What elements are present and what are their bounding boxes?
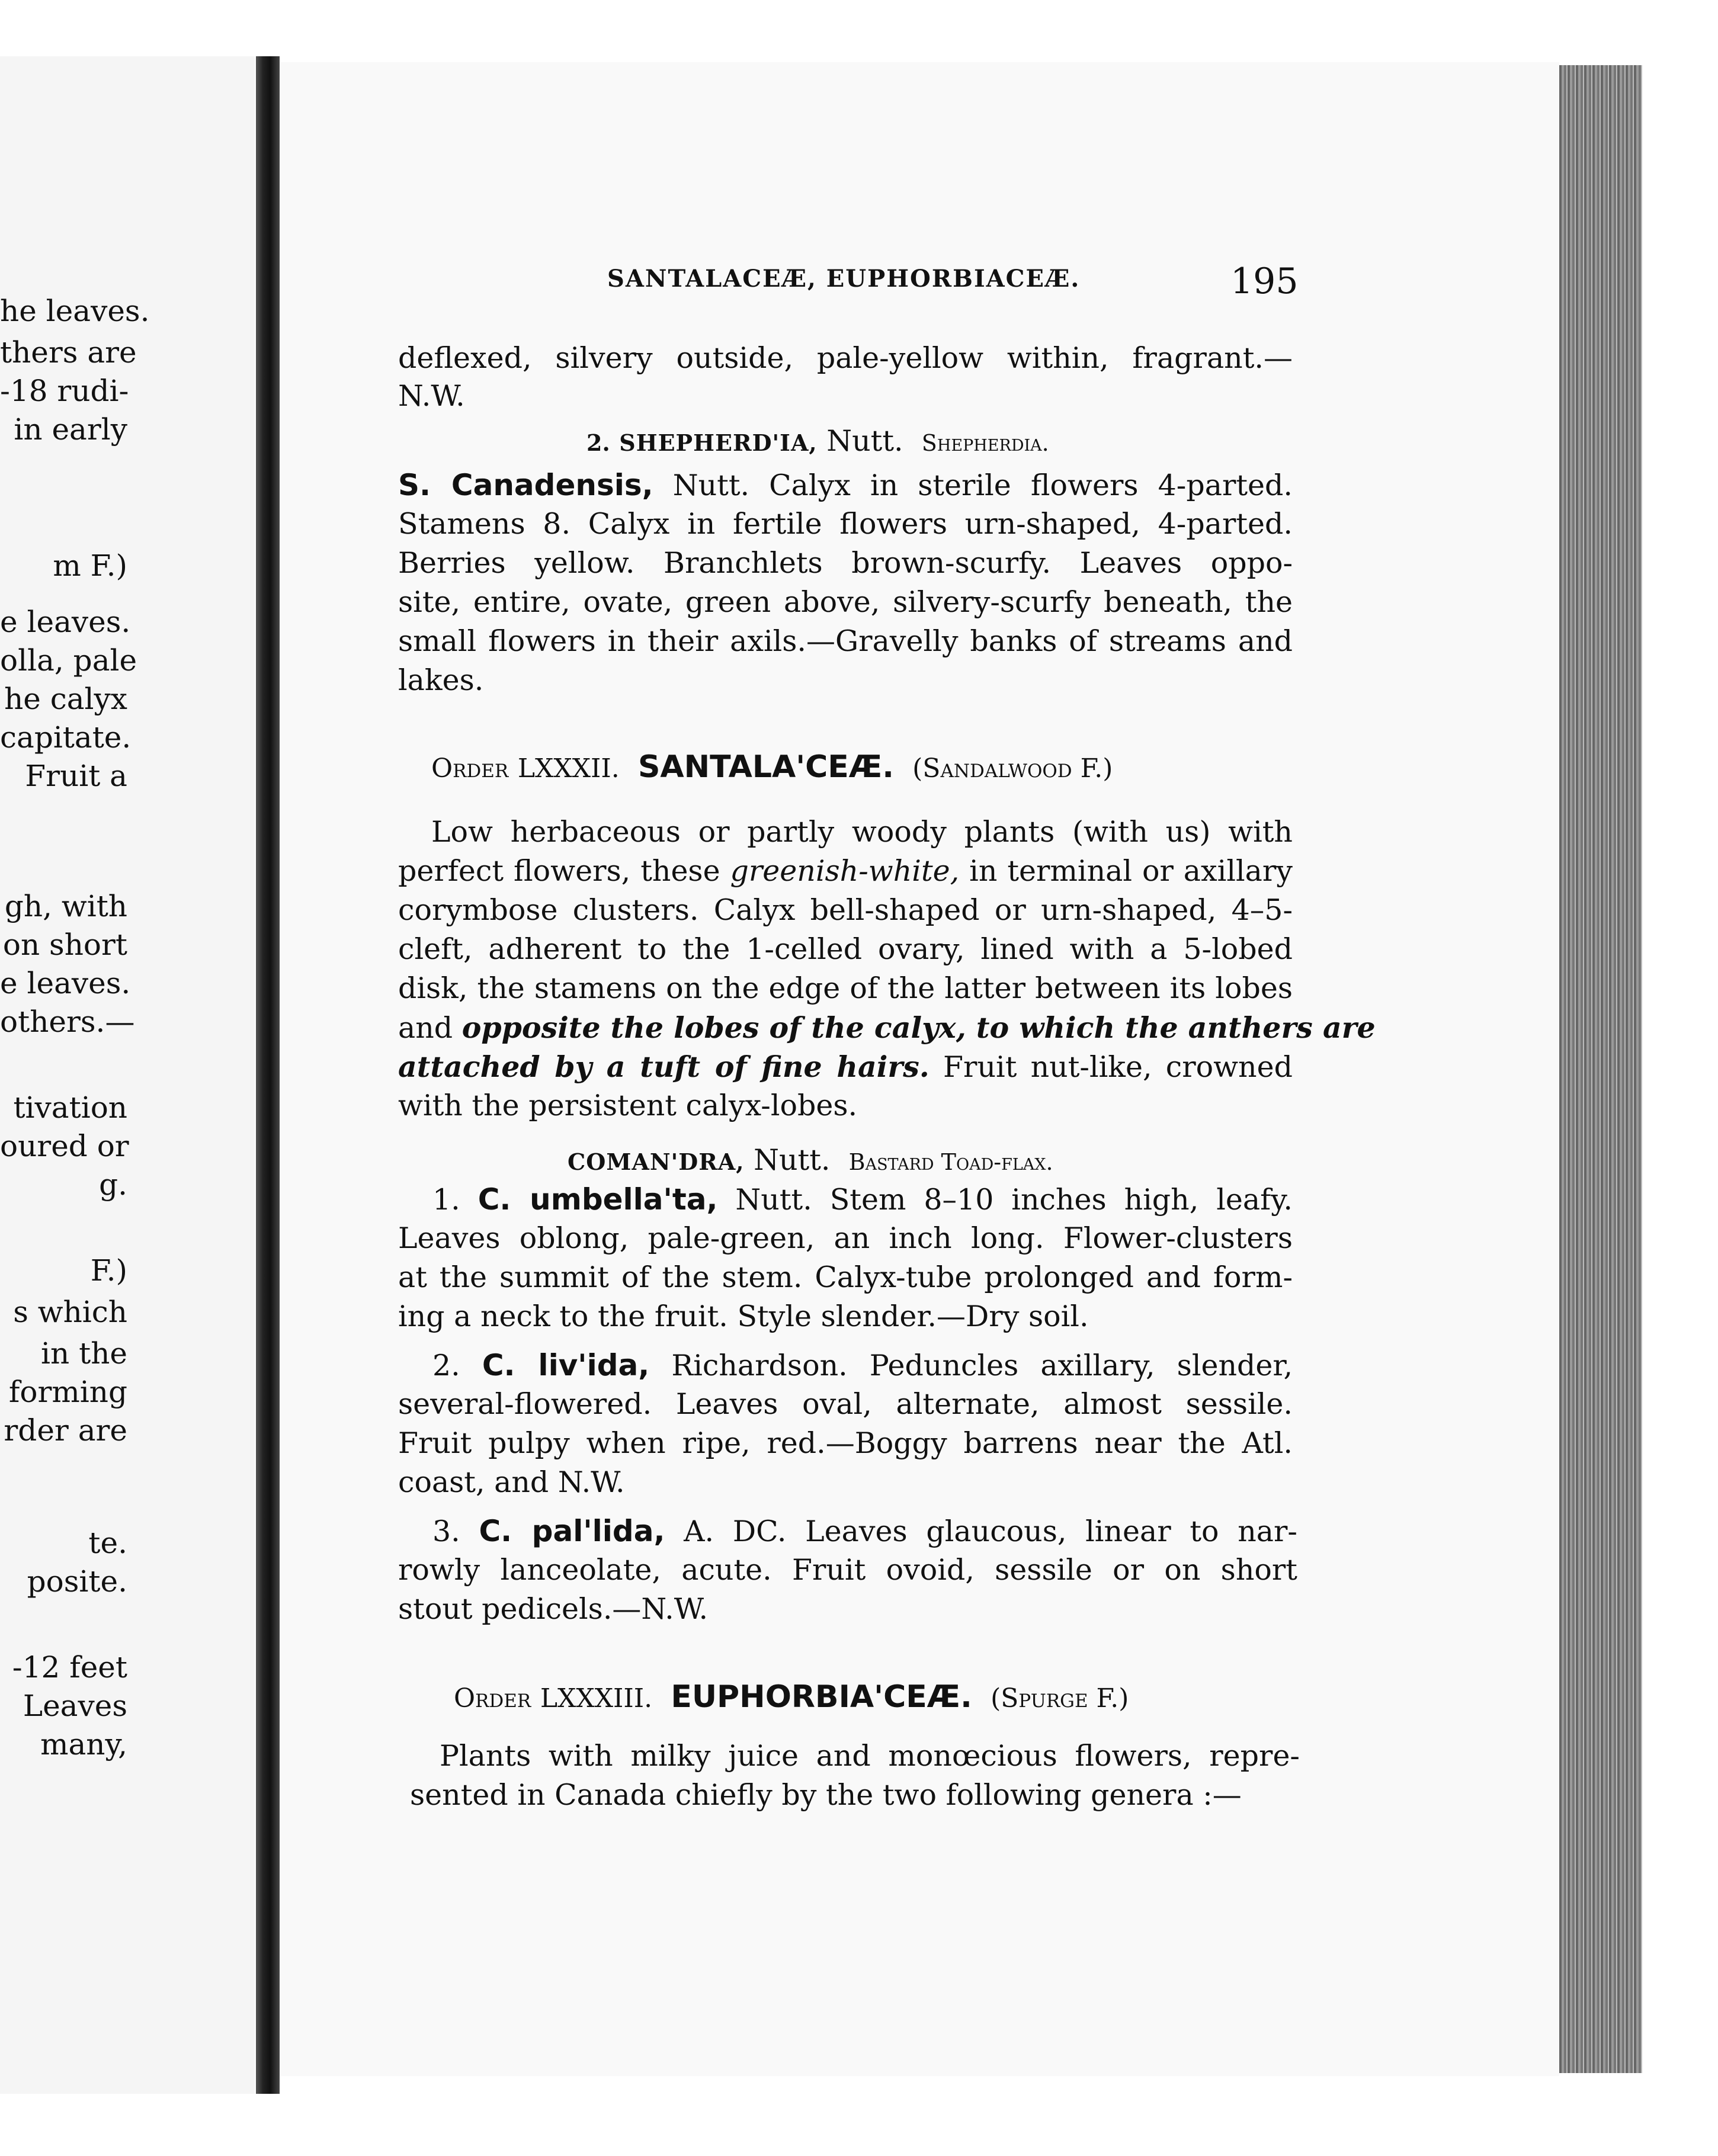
facing-page-line: te. bbox=[88, 1526, 127, 1560]
facing-page-line: F.) bbox=[90, 1253, 127, 1288]
genus-name: COMAN'DRA, bbox=[568, 1148, 745, 1175]
species-number: 1. bbox=[432, 1183, 460, 1217]
facing-page-line: thers are bbox=[0, 335, 137, 370]
genus-heading-comandra bbox=[568, 1141, 1053, 1182]
facing-page-line: s which bbox=[13, 1295, 127, 1329]
facing-page-line: oured or bbox=[0, 1129, 129, 1163]
body-line: site, entire, ovate, green above, silvery-scurfy beneath, the bbox=[398, 585, 1293, 619]
body-line: cleft, adherent to the 1-celled ovary, lined with a 5-lobed bbox=[398, 932, 1293, 966]
book-gutter bbox=[256, 56, 280, 2094]
body-line: N.W. bbox=[398, 379, 465, 413]
facing-page-line: gh, with bbox=[4, 889, 127, 923]
body-line: Low herbaceous or partly woody plants (with us) with bbox=[431, 815, 1293, 849]
facing-page-line: rder are bbox=[4, 1413, 127, 1448]
facing-page-line: he leaves. bbox=[0, 294, 150, 328]
facing-page-line: many, bbox=[40, 1727, 127, 1762]
facing-page bbox=[0, 56, 255, 2094]
body-line: lakes. bbox=[398, 663, 484, 697]
facing-page-line: m F.) bbox=[53, 548, 127, 583]
facing-page-line: g. bbox=[99, 1167, 127, 1202]
species-text: A. DC. Leaves glaucous, linear to nar- bbox=[684, 1515, 1297, 1548]
order-number: LXXXIII. bbox=[540, 1683, 653, 1714]
body-line: ing a neck to the fruit. Style slender.—Dry soil. bbox=[398, 1300, 1089, 1333]
facing-page-line: posite. bbox=[27, 1564, 127, 1599]
order-heading-euphorbiaceae bbox=[454, 1677, 1129, 1718]
facing-page-line: capitate. bbox=[0, 720, 132, 755]
facing-page-line: in the bbox=[41, 1336, 127, 1371]
species-number: 2. bbox=[432, 1349, 460, 1382]
body-line: at the summit of the stem. Calyx-tube prolonged and form- bbox=[398, 1260, 1293, 1294]
page-number: 195 bbox=[1230, 261, 1299, 302]
italic-text: opposite the lobes of the calyx, to which the anthers are bbox=[461, 1010, 1376, 1045]
genus-authority: Nutt. bbox=[826, 424, 903, 458]
species-name: C. umbella'ta, bbox=[477, 1182, 718, 1217]
body-line: with the persistent calyx-lobes. bbox=[398, 1089, 858, 1122]
body-line: Plants with milky juice and monœcious flowers, repre- bbox=[440, 1739, 1300, 1773]
species-name: C. pal'lida, bbox=[479, 1514, 665, 1548]
genus-common-name: Shepherdia. bbox=[921, 430, 1049, 456]
order-label: Order bbox=[431, 753, 509, 784]
facing-page-line: others.— bbox=[0, 1005, 135, 1039]
facing-page-line: on short bbox=[2, 928, 127, 962]
genus-number: 2. bbox=[586, 429, 610, 456]
body-line: deflexed, silvery outside, pale-yellow within, fragrant.— bbox=[398, 341, 1293, 375]
order-name: SANTALA'CEÆ. bbox=[637, 749, 894, 785]
page-edges bbox=[1559, 65, 1642, 2073]
species-text: Richardson. Peduncles axillary, slender, bbox=[671, 1349, 1293, 1382]
italic-text: attached by a tuft of fine hairs. bbox=[398, 1050, 929, 1084]
facing-page-line: forming bbox=[8, 1375, 127, 1409]
genus-common-name: Bastard Toad-flax. bbox=[848, 1149, 1053, 1175]
facing-page-line: he calyx bbox=[4, 682, 127, 716]
body-line: perfect flowers, these greenish-white, in terminal or axillary bbox=[398, 854, 1293, 888]
body-line: rowly lanceolate, acute. Fruit ovoid, sessile or on short bbox=[398, 1553, 1297, 1587]
body-line: attached by a tuft of fine hairs. Fruit nut-like, crowned bbox=[398, 1050, 1293, 1084]
order-common-name: (Sandalwood F.) bbox=[912, 753, 1113, 784]
order-common-name: (Spurge F.) bbox=[991, 1683, 1129, 1714]
italic-text: greenish-white, bbox=[730, 854, 960, 888]
facing-page-line: olla, pale bbox=[0, 643, 137, 678]
facing-page-line: tivation bbox=[13, 1090, 127, 1125]
body-line: small flowers in their axils.—Gravelly banks of streams and bbox=[398, 624, 1293, 658]
body-line: Fruit pulpy when ripe, red.—Boggy barrens near the Atl. bbox=[398, 1426, 1293, 1460]
facing-page-line: Fruit a bbox=[25, 759, 127, 793]
facing-page-line: -12 feet bbox=[12, 1650, 127, 1685]
species-umbellata bbox=[432, 1180, 1293, 1220]
facing-page-line: in early bbox=[14, 412, 127, 447]
body-line: several-flowered. Leaves oval, alternate, almost sessile. bbox=[398, 1387, 1293, 1421]
genus-heading-shepherdia bbox=[586, 422, 1049, 463]
species-text: Nutt. Stem 8–10 inches high, leafy. bbox=[735, 1183, 1293, 1217]
order-number: LXXXII. bbox=[517, 753, 620, 784]
facing-page-line: Leaves bbox=[23, 1689, 127, 1723]
genus-authority: Nutt. bbox=[754, 1143, 831, 1177]
species-canadensis bbox=[398, 466, 1293, 505]
facing-page-line: e leaves. bbox=[0, 605, 131, 639]
order-name: EUPHORBIA'CEÆ. bbox=[671, 1679, 972, 1715]
body-line: coast, and N.W. bbox=[398, 1465, 625, 1499]
facing-page-line: e leaves. bbox=[0, 966, 131, 1000]
body-line: sented in Canada chiefly by the two following genera :— bbox=[410, 1778, 1242, 1812]
body-line: disk, the stamens on the edge of the latter between its lobes bbox=[398, 971, 1293, 1005]
body-line: Berries yellow. Branchlets brown-scurfy. Leaves oppo- bbox=[398, 546, 1293, 580]
species-text: Nutt. Calyx in sterile flowers 4-parted. bbox=[672, 469, 1293, 502]
genus-name: SHEPHERD'IA, bbox=[619, 429, 818, 456]
body-line: and opposite the lobes of the calyx, to which the anthers are bbox=[398, 1010, 1376, 1045]
species-livida bbox=[432, 1346, 1293, 1385]
species-name: C. liv'ida, bbox=[482, 1348, 650, 1382]
species-name: S. Canadensis, bbox=[398, 468, 653, 502]
body-line: corymbose clusters. Calyx bell-shaped or urn-shaped, 4–5- bbox=[398, 893, 1293, 927]
order-label: Order bbox=[454, 1683, 531, 1714]
body-line: stout pedicels.—N.W. bbox=[398, 1592, 709, 1626]
running-header: SANTALACEÆ, EUPHORBIACEÆ. bbox=[607, 265, 1081, 293]
species-number: 3. bbox=[432, 1515, 460, 1548]
facing-page-line: -18 rudi- bbox=[0, 374, 129, 408]
body-line: Leaves oblong, pale-green, an inch long. Flower-clusters bbox=[398, 1221, 1293, 1255]
body-line: Stamens 8. Calyx in fertile flowers urn-shaped, 4-parted. bbox=[398, 507, 1293, 541]
order-heading-santalaceae bbox=[431, 747, 1113, 788]
species-pallida bbox=[432, 1512, 1297, 1551]
